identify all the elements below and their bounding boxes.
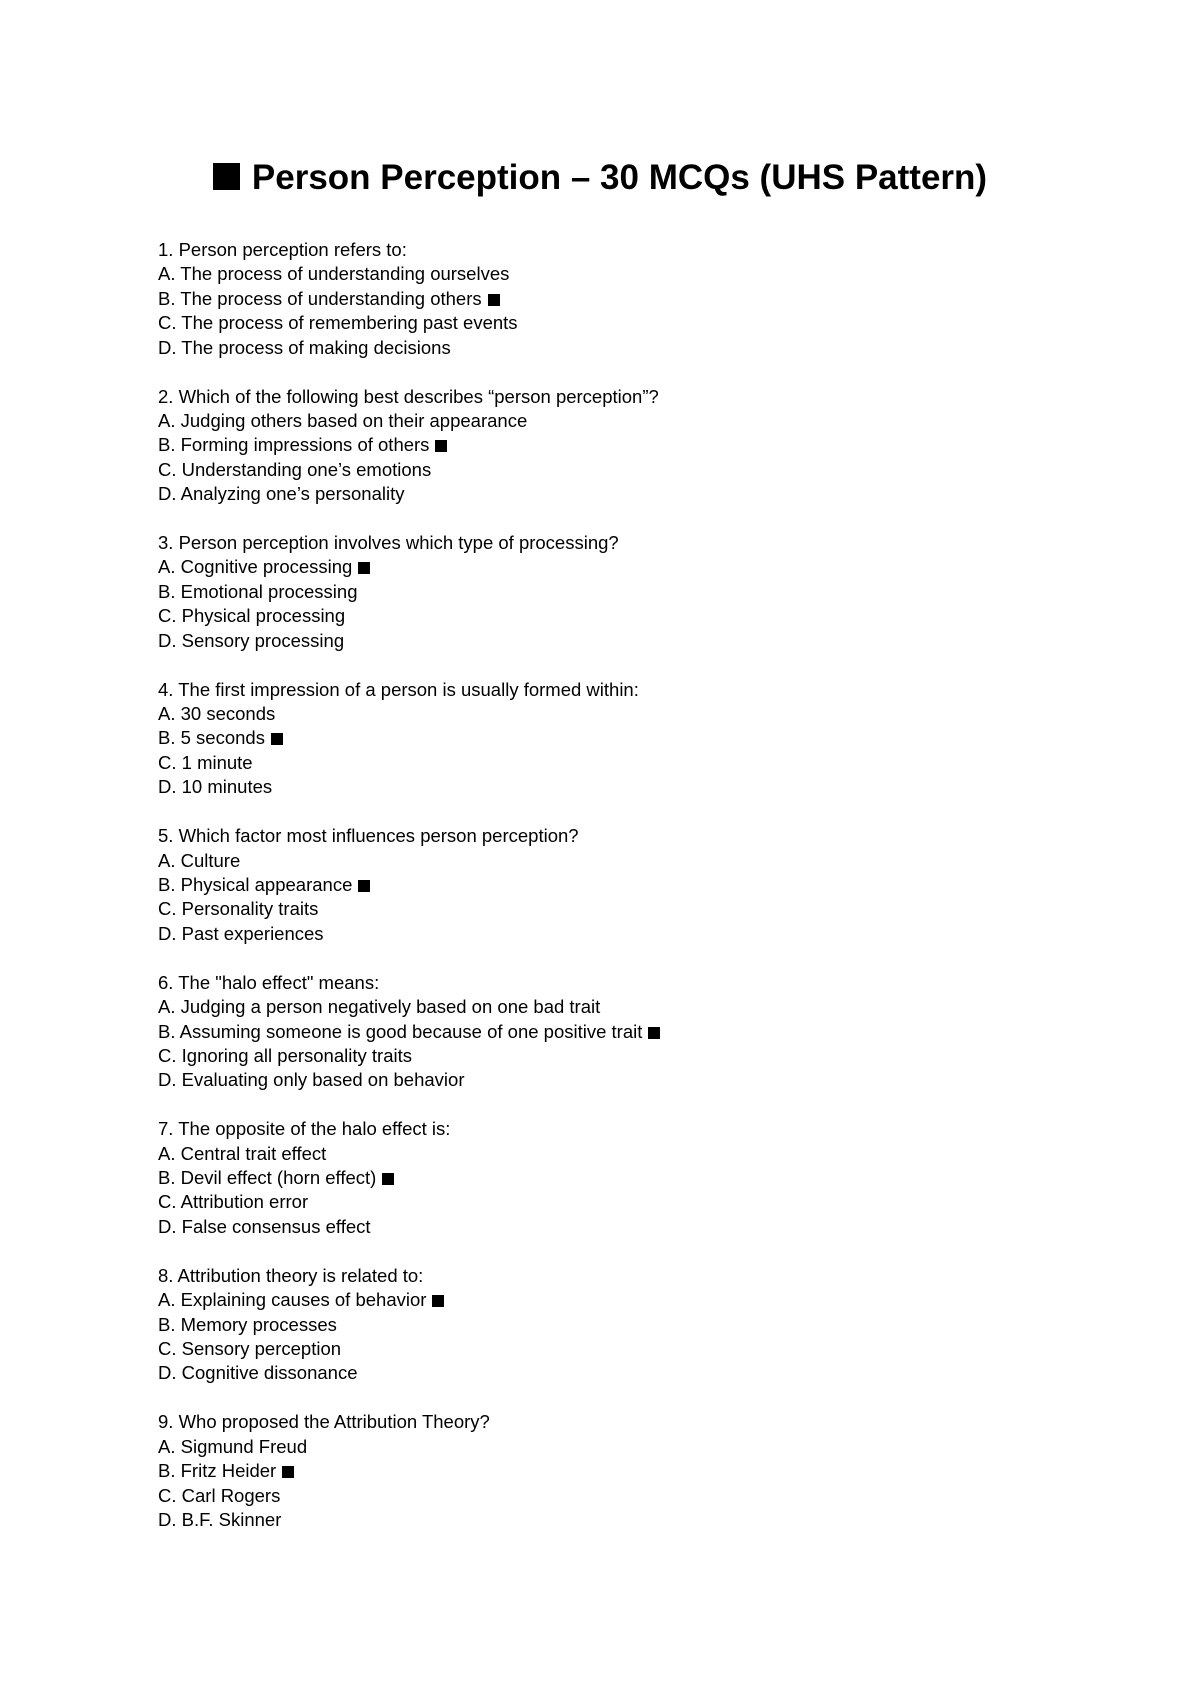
- answer-option: [158, 1361, 1138, 1385]
- answer-option: [158, 482, 1138, 506]
- answer-option: [158, 604, 1138, 628]
- answer-option-text: A. Judging others based on their appearance: [158, 409, 528, 431]
- answer-option-text: D. Analyzing one’s personality: [158, 483, 405, 505]
- answer-option-text: B. Memory processes: [158, 1313, 337, 1335]
- question-block: [158, 971, 1138, 1093]
- correct-answer-square-icon: [488, 294, 500, 306]
- answer-option-text: A. Explaining causes of behavior: [158, 1289, 427, 1311]
- answer-option: [158, 287, 1138, 311]
- answer-option-text: C. Ignoring all personality traits: [158, 1044, 412, 1066]
- question-stem: 3. Person perception involves which type of processing?: [158, 532, 619, 554]
- answer-option: [158, 433, 1138, 457]
- question-stem: 8. Attribution theory is related to:: [158, 1264, 424, 1286]
- answer-option-text: A. Judging a person negatively based on one bad trait: [158, 996, 601, 1018]
- question-block: [158, 1264, 1138, 1386]
- answer-option: [158, 580, 1138, 604]
- answer-option: [158, 336, 1138, 360]
- answer-option-text: B. 5 seconds: [158, 727, 265, 749]
- answer-option-text: D. Evaluating only based on behavior: [158, 1069, 465, 1091]
- correct-answer-square-icon: [432, 1295, 444, 1307]
- answer-option-text: B. Fritz Heider: [158, 1460, 277, 1482]
- square-bullet-icon: [213, 163, 240, 190]
- answer-option: [158, 1044, 1138, 1068]
- answer-option-text: C. Carl Rogers: [158, 1484, 281, 1506]
- answer-option-text: D. False consensus effect: [158, 1215, 371, 1237]
- answer-option-text: C. The process of remembering past events: [158, 312, 518, 334]
- answer-option-text: A. Culture: [158, 849, 241, 871]
- answer-option: [158, 262, 1138, 286]
- answer-option: [158, 458, 1138, 482]
- correct-answer-square-icon: [358, 562, 370, 574]
- answer-option: [158, 1068, 1138, 1092]
- answer-option-text: D. Past experiences: [158, 922, 324, 944]
- answer-option-text: D. The process of making decisions: [158, 336, 451, 358]
- answer-option: [158, 849, 1138, 873]
- answer-option-text: D. 10 minutes: [158, 776, 273, 798]
- answer-option-text: D. Cognitive dissonance: [158, 1362, 358, 1384]
- answer-option: [158, 1337, 1138, 1361]
- answer-option: [158, 1166, 1138, 1190]
- answer-option-text: B. Emotional processing: [158, 580, 358, 602]
- answer-option: [158, 1142, 1138, 1166]
- question-block: [158, 1410, 1138, 1532]
- answer-option-text: A. Sigmund Freud: [158, 1435, 308, 1457]
- answer-option-text: B. Forming impressions of others: [158, 434, 430, 456]
- question-block: [158, 824, 1138, 946]
- answer-option: [158, 1215, 1138, 1239]
- answer-option: [158, 922, 1138, 946]
- question-stem: 2. Which of the following best describes “person perception”?: [158, 385, 659, 407]
- answer-option-text: D. Sensory processing: [158, 629, 345, 651]
- answer-option: [158, 1020, 1138, 1044]
- question-block: [158, 1117, 1138, 1239]
- answer-option: [158, 1288, 1138, 1312]
- correct-answer-square-icon: [271, 733, 283, 745]
- answer-option: [158, 1508, 1138, 1532]
- answer-option: [158, 775, 1138, 799]
- question-stem: 5. Which factor most influences person perception?: [158, 825, 579, 847]
- answer-option-text: A. 30 seconds: [158, 703, 276, 725]
- question-stem: 4. The first impression of a person is usually formed within:: [158, 678, 639, 700]
- answer-option-text: C. Attribution error: [158, 1191, 309, 1213]
- answer-option: [158, 702, 1138, 726]
- answer-option: [158, 1190, 1138, 1214]
- question-block: [158, 531, 1138, 653]
- question-block: [158, 678, 1138, 800]
- answer-option-text: C. Sensory perception: [158, 1338, 342, 1359]
- answer-option: [158, 726, 1138, 750]
- answer-option: [158, 1313, 1138, 1337]
- answer-option-text: C. 1 minute: [158, 751, 253, 773]
- answer-option: [158, 311, 1138, 335]
- answer-option-text: A. The process of understanding ourselves: [158, 263, 510, 285]
- answer-option-text: B. Devil effect (horn effect): [158, 1167, 377, 1189]
- question-list: [158, 238, 1138, 1557]
- answer-option: [158, 555, 1138, 579]
- answer-option: [158, 897, 1138, 921]
- question-block: [158, 238, 1138, 360]
- answer-option: [158, 1484, 1138, 1508]
- answer-option: [158, 873, 1138, 897]
- answer-option-text: D. B.F. Skinner: [158, 1508, 282, 1530]
- correct-answer-square-icon: [282, 1466, 294, 1478]
- answer-option-text: B. Assuming someone is good because of one positive trait: [158, 1020, 643, 1042]
- answer-option-text: A. Cognitive processing: [158, 556, 353, 578]
- answer-option: [158, 995, 1138, 1019]
- correct-answer-square-icon: [382, 1173, 394, 1185]
- correct-answer-square-icon: [648, 1027, 660, 1039]
- page-title-text: Person Perception – 30 MCQs (UHS Pattern): [251, 158, 988, 197]
- answer-option: [158, 1459, 1138, 1483]
- question-stem: 1. Person perception refers to:: [158, 239, 407, 260]
- answer-option-text: C. Physical processing: [158, 605, 346, 627]
- answer-option: [158, 409, 1138, 433]
- answer-option-text: C. Personality traits: [158, 898, 319, 920]
- answer-option-text: B. The process of understanding others: [158, 287, 482, 309]
- answer-option-text: C. Understanding one’s emotions: [158, 458, 432, 480]
- question-stem: 9. Who proposed the Attribution Theory?: [158, 1411, 490, 1433]
- page-title: [0, 157, 1200, 199]
- answer-option-text: B. Physical appearance: [158, 873, 353, 895]
- answer-option: [158, 751, 1138, 775]
- answer-option-text: A. Central trait effect: [158, 1142, 327, 1164]
- question-block: [158, 385, 1138, 507]
- question-stem: 7. The opposite of the halo effect is:: [158, 1118, 451, 1140]
- question-stem: 6. The "halo effect" means:: [158, 971, 380, 993]
- correct-answer-square-icon: [358, 880, 370, 892]
- answer-option: [158, 629, 1138, 653]
- correct-answer-square-icon: [435, 440, 447, 452]
- answer-option: [158, 1435, 1138, 1459]
